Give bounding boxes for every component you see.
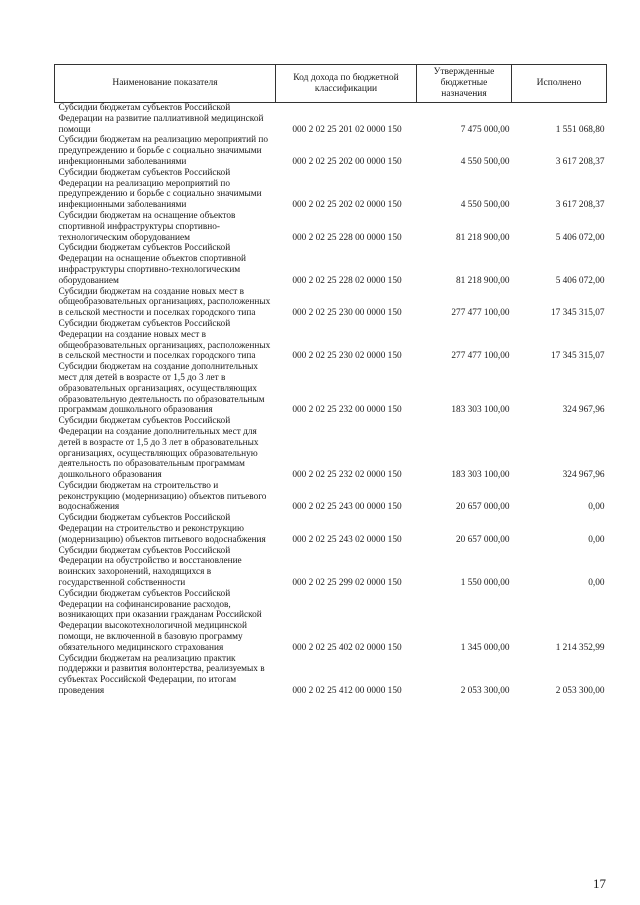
executed-amount-cell: 3 617 208,37 [555, 156, 605, 167]
indicator-name-cell: Субсидии бюджетам субъектов Российской Федерации на строительство и реконструкцию (модернизацию) объектов питьевого водоснабжения [58, 513, 266, 545]
income-code-cell: 000 2 02 25 243 00 0000 150 [292, 502, 402, 513]
table-row [55, 243, 607, 286]
indicator-name-cell: Субсидии бюджетам на реализацию мероприятий по предупреждению и борьбе с социально значимыми инфекционными заболеваниями [58, 135, 269, 167]
table-row [55, 135, 607, 167]
income-code-cell: 000 2 02 25 230 00 0000 150 [292, 308, 402, 319]
header-approved-budget: Утвержденные бюджетные назначения [417, 65, 512, 103]
approved-amount-cell: 277 477 100,00 [451, 351, 510, 362]
approved-amount-cell: 2 053 300,00 [460, 686, 510, 697]
table-row [55, 362, 607, 416]
executed-amount-cell: 324 967,96 [562, 470, 605, 481]
indicator-name-cell: Субсидии бюджетам на создание новых мест в общеобразовательных организациях, расположенных в сельской местности и поселках городского типа [58, 286, 271, 319]
income-code-cell: 000 2 02 25 202 02 0000 150 [292, 200, 402, 211]
income-code-cell: 000 2 02 25 230 02 0000 150 [292, 351, 402, 362]
approved-amount-cell: 1 345 000,00 [460, 642, 510, 653]
approved-amount-cell: 20 657 000,00 [456, 534, 510, 545]
indicator-name-cell: Субсидии бюджетам на оснащение объектов спортивной инфраструктуры спортивно-технологическим оборудованием [58, 210, 236, 243]
executed-amount-cell: 0,00 [588, 578, 605, 589]
executed-amount-cell: 1 214 352,99 [555, 642, 605, 653]
executed-amount-cell: 17 345 315,07 [551, 308, 605, 319]
indicator-name-cell: Субсидии бюджетам субъектов Российской Федерации на оснащение объектов спортивной инфраструктуры спортивно-технологическим оборудованием [58, 243, 247, 286]
table-row [55, 319, 607, 362]
executed-amount-cell: 324 967,96 [562, 405, 605, 416]
approved-amount-cell: 4 550 500,00 [460, 200, 510, 211]
indicator-name-cell: Субсидии бюджетам субъектов Российской Федерации на софинансирование расходов, возникающих при оказании гражданам Российской Федерации высокотехнологичной медицинской помощи, не включенной в базовую программу обязательного медицинского страхования [58, 588, 262, 653]
indicator-name-cell: Субсидии бюджетам на строительство и реконструкцию (модернизацию) объектов питьевого водоснабжения [58, 480, 267, 513]
indicator-name-cell: Субсидии бюджетам субъектов Российской Федерации на обустройство и восстановление воинских захоронений, находящихся в государственной собственности [58, 545, 242, 589]
executed-amount-cell: 5 406 072,00 [555, 275, 605, 286]
approved-amount-cell: 81 218 900,00 [456, 232, 510, 243]
income-code-cell: 000 2 02 25 232 00 0000 150 [292, 405, 402, 416]
approved-amount-cell: 7 475 000,00 [460, 124, 510, 135]
income-code-cell: 000 2 02 25 202 00 0000 150 [292, 156, 402, 167]
table-row [55, 654, 607, 697]
indicator-name-cell: Субсидии бюджетам субъектов Российской Федерации на создание новых мест в общеобразовательных организациях, расположенных в сельской местности и поселках городского типа [58, 318, 271, 362]
table-row [55, 211, 607, 243]
executed-amount-cell: 1 551 068,80 [555, 124, 605, 135]
header-indicator-name: Наименование показателя [55, 65, 276, 103]
table-row [55, 168, 607, 211]
indicator-name-cell: Субсидии бюджетам субъектов Российской Федерации на реализацию мероприятий по предупреждению и борьбе с социально значимыми инфекционными заболеваниями [58, 167, 262, 211]
approved-amount-cell: 183 303 100,00 [451, 405, 510, 416]
executed-amount-cell: 3 617 208,37 [555, 200, 605, 211]
approved-amount-cell: 183 303 100,00 [451, 470, 510, 481]
approved-amount-cell: 81 218 900,00 [456, 275, 510, 286]
header-executed: Исполнено [512, 65, 607, 103]
approved-amount-cell: 1 550 000,00 [460, 578, 510, 589]
indicator-name-cell: Субсидии бюджетам субъектов Российской Федерации на развитие паллиативной медицинской помощи [58, 103, 264, 135]
income-code-cell: 000 2 02 25 299 02 0000 150 [292, 578, 402, 589]
indicator-name-cell: Субсидии бюджетам субъектов Российской Федерации на создание дополнительных мест для детей в возрасте от 1,5 до 3 лет в образовательных организациях, осуществляющих образовательную деятельность по образовательным программам дошкольного образования [58, 416, 259, 481]
approved-amount-cell: 20 657 000,00 [456, 502, 510, 513]
income-code-cell: 000 2 02 25 243 02 0000 150 [292, 534, 402, 545]
table-body [55, 103, 607, 697]
table-row [55, 513, 607, 545]
indicator-name-cell: Субсидии бюджетам на реализацию практик поддержки и развития волонтерства, реализуемых в субъектах Российской Федерации, по итогам проведения [58, 653, 265, 697]
indicator-name-cell: Субсидии бюджетам на создание дополнительных мест для детей в возрасте от 1,5 до 3 лет в образовательных организациях, осуществляющих образовательную деятельность по образовательным программам дошкольного образования [58, 362, 265, 416]
income-code-cell: 000 2 02 25 228 00 0000 150 [292, 232, 402, 243]
table-row [55, 416, 607, 481]
income-code-cell: 000 2 02 25 201 02 0000 150 [292, 124, 402, 135]
executed-amount-cell: 2 053 300,00 [555, 686, 605, 697]
header-income-code: Код дохода по бюджетной классификации [276, 65, 417, 103]
income-code-cell: 000 2 02 25 232 02 0000 150 [292, 470, 402, 481]
income-code-cell: 000 2 02 25 402 02 0000 150 [292, 642, 402, 653]
table-row [55, 589, 607, 654]
budget-execution-table [54, 64, 607, 697]
executed-amount-cell: 17 345 315,07 [551, 351, 605, 362]
table-row [55, 103, 607, 136]
approved-amount-cell: 277 477 100,00 [451, 308, 510, 319]
executed-amount-cell: 0,00 [588, 534, 605, 545]
approved-amount-cell: 4 550 500,00 [460, 156, 510, 167]
table-row [55, 546, 607, 589]
income-code-cell: 000 2 02 25 412 00 0000 150 [292, 686, 402, 697]
executed-amount-cell: 5 406 072,00 [555, 232, 605, 243]
page-number: 17 [593, 876, 606, 891]
income-code-cell: 000 2 02 25 228 02 0000 150 [292, 275, 402, 286]
executed-amount-cell: 0,00 [588, 502, 605, 513]
table-header-row [55, 65, 607, 103]
table-row [55, 481, 607, 513]
table-row [55, 287, 607, 319]
